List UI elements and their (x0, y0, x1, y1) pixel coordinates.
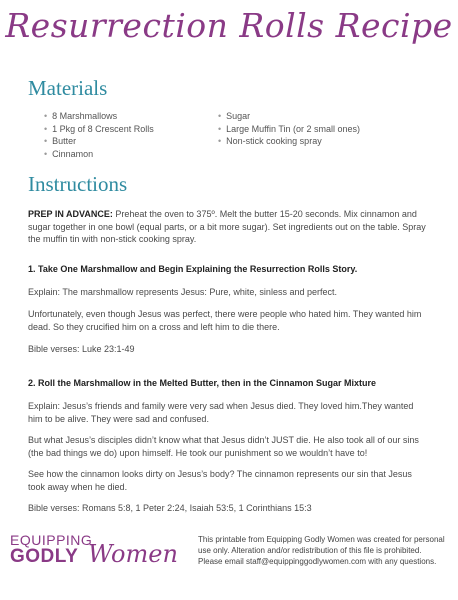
step-1-paragraph: Unfortunately, even though Jesus was perfect, there were people who hated him. They wanted him dead. So they crucified him on a cross and left him to die there. (28, 309, 422, 332)
step-1-verses: Bible verses: Luke 23:1-49 (28, 344, 135, 354)
step-2-paragraph: But what Jesus’s disciples didn’t know what that Jesus didn’t JUST die. He also took all of our sins (the bad things we do) upon himself. He took our punishment so we wouldn’t have to! (28, 435, 419, 458)
step-1-title: 1. Take One Marshmallow and Begin Explaining the Resurrection Rolls Story. (28, 264, 358, 274)
materials-heading: Materials (28, 76, 108, 100)
materials-list-right (218, 110, 360, 148)
step-2-paragraph: See how the cinnamon looks dirty on Jesus’s body? The cinnamon represents our sin that Jesus took away when he died. (28, 469, 412, 492)
step-2-paragraph: Explain: Jesus’s friends and family were very sad when Jesus died. They loved him.They wanted him to be alive. They were sad and confused. (28, 401, 414, 424)
list-item: • 1 Pkg of 8 Crescent Rolls (44, 123, 154, 136)
list-item: • Butter (44, 135, 154, 148)
equipping-godly-women-logo (10, 532, 190, 576)
footer-note: This printable from Equipping Godly Women was created for personal use only. Alteration and/or redistribution of this file is prohibited. Please email staff@equippinggodlywomen.com with any questions. (198, 535, 445, 566)
prep-paragraph (28, 208, 428, 246)
list-item: • Cinnamon (44, 148, 154, 161)
logo-line-1: EQUIPPING (10, 532, 93, 548)
prep-label: PREP IN ADVANCE: (28, 209, 113, 219)
step-2-title: 2. Roll the Marshmallow in the Melted Butter, then in the Cinnamon Sugar Mixture (28, 378, 377, 388)
logo-script: Women (88, 540, 178, 568)
logo-line-2: GODLY (10, 546, 79, 567)
list-item: • Sugar (218, 110, 360, 123)
list-item: • 8 Marshmallows (44, 110, 154, 123)
instructions-heading: Instructions (28, 172, 128, 196)
list-item: • Non-stick cooking spray (218, 135, 360, 148)
page-title: Resurrection Rolls Recipe (5, 6, 453, 45)
materials-list-left (44, 110, 154, 160)
prep-text: Preheat the oven to 375º. Melt the butter 15-20 seconds. Mix cinnamon and sugar together in one bowl (equal parts, or a bit more sugar). Set ingredients out on the table. Spray the muffin tin with non-stick cooking spray. (28, 209, 426, 244)
step-2-verses: Bible verses: Romans 5:8, 1 Peter 2:24, Isaiah 53:5, 1 Corinthians 15:3 (28, 503, 312, 513)
list-item: • Large Muffin Tin (or 2 small ones) (218, 123, 360, 136)
step-1-paragraph: Explain: The marshmallow represents Jesus: Pure, white, sinless and perfect. (28, 287, 337, 297)
